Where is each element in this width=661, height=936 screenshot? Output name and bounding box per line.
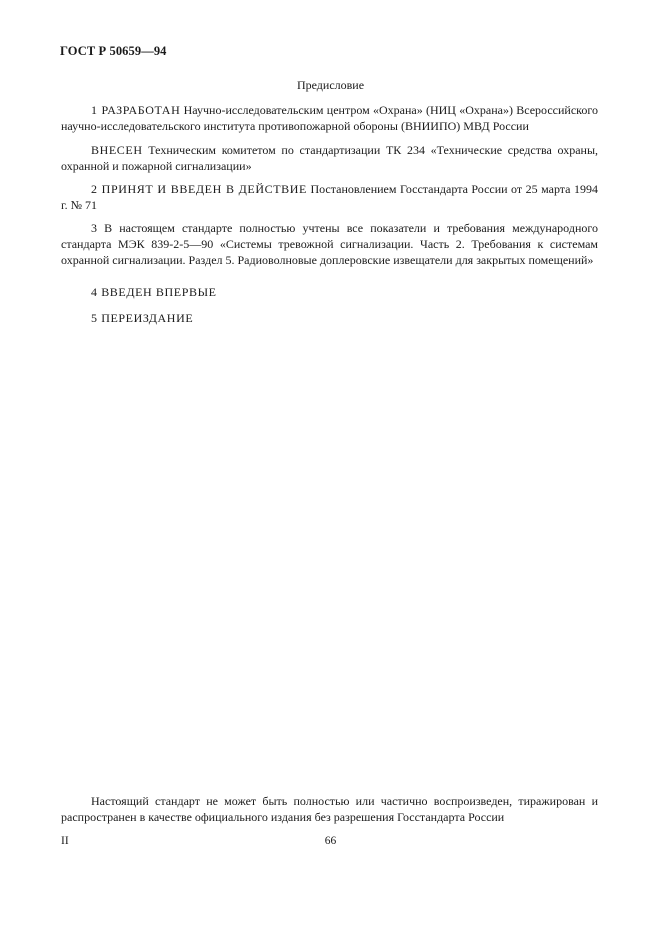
paragraph-text: Постановлением Госстандарта России от 25 марта 1994 г. № 71 [61,182,598,212]
paragraph-lead: ВНЕСЕН [91,143,143,157]
paragraph-text: Научно-исследовательским центром «Охрана» (НИЦ «Охрана») Всероссийского научно-исследовательского института противопожарной обороны (ВНИИПО) МВД России [61,103,599,133]
paragraph-introduced [61,142,598,174]
document-code: ГОСТ Р 50659—94 [60,44,167,58]
section-title: Предисловие [296,78,365,92]
paragraph-reissue: 5 ПЕРЕИЗДАНИЕ [91,311,194,325]
paragraph-text: Техническим комитетом по стандартизации ТК 234 «Технические средства охраны, охранной и пожарной сигнализации» [61,143,598,173]
copyright-notice: Настоящий стандарт не может быть полностью или частично воспроизведен, тиражирован и распространен в качестве официального издания без разрешения Госстандарта России [61,794,598,824]
paragraph-adopted [61,181,598,213]
paragraph-developed [61,102,598,134]
paragraph-lead: 1 РАЗРАБОТАН [91,103,181,117]
paragraph-first-introduced: 4 ВВЕДЕН ВПЕРВЫЕ [91,285,217,299]
paragraph-lead: 2 ПРИНЯТ И ВВЕДЕН В ДЕЙСТВИЕ [91,182,307,196]
page-number: 66 [324,835,337,847]
paragraph-standard-reference: 3 В настоящем стандарте полностью учтены все показатели и требования международного стандарта МЭК 839-2-5—90 «Системы тревожной сигнализации. Часть 2. Требования к системам охранной сигнализации. Раздел 5. Радиоволновые доплеровские извещатели для закрытых помещений» [61,221,598,267]
page-roman-number: II [61,835,69,847]
